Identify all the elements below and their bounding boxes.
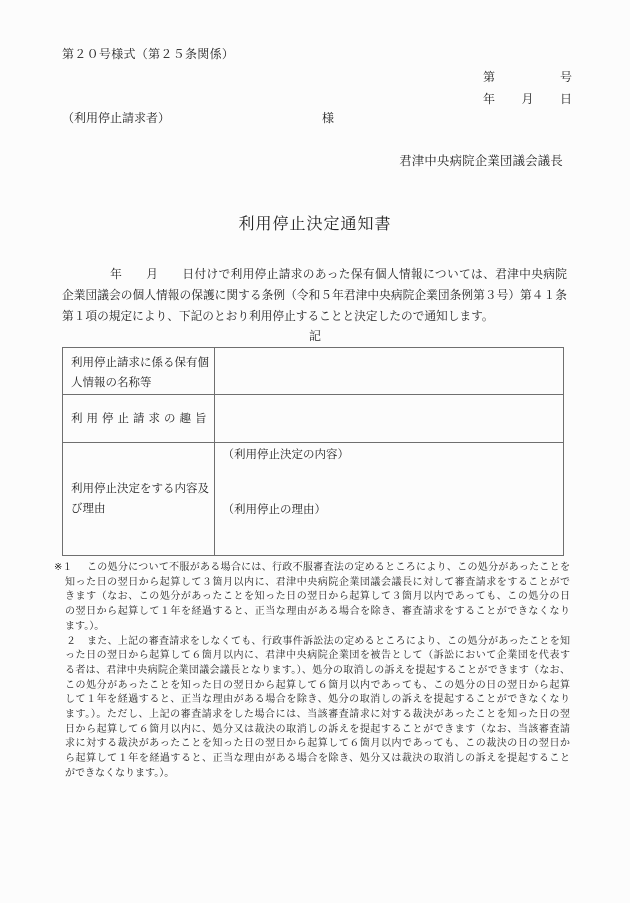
date-line [483,90,572,107]
body-paragraph: 年 月 日付けで利用停止請求のあった保有個人情報については、君津中央病院 企業団議会の個人情報の保護に関する条例（令和５年君津中央病院企業団条例第３号）第４１条 第１項の規定により、下記のとおり利用停止することと決定したので通知します。 [62,268,567,323]
table-row-decision [63,443,564,556]
note-1 [54,561,570,635]
decision-label: 利用停止決定をする内容及び理由 [63,443,215,556]
note-2-marker: ２ [66,635,76,647]
table-row-request-purport [63,395,564,443]
date-month-label: 月 [521,92,534,106]
notes-section [54,561,570,782]
document-title: 利用停止決定通知書 [238,216,392,233]
held-info-label: 利用停止請求に係る保有個人情報の名称等 [63,348,215,395]
note-1-marker: ※１ [54,562,73,573]
record-marker: 記 [308,329,321,343]
sender-title: 君津中央病院企業団議会議長 [399,154,563,168]
decision-value-cell: （利用停止決定の内容） （利用停止の理由） [214,443,563,556]
note-1-text: この処分について不服がある場合には、行政不服審査法の定めるところにより、この処分があったことを 知った日の翌日から起算して３箇月以内に、君津中央病院企業団議会議長に対して審査請求をすることがで きます（なお、この処分があったことを知った日の翌日から起算して３箇月以内であっても、この処分の日 の翌日から起算して１年を経過すると、正当な理由がある場合を除き、審査請求をすることができなくなり ます。）。 [65,562,570,632]
applicant-label: （利用停止請求者） [62,111,171,125]
request-purport-value-cell [214,395,563,443]
document-number-suffix: 号 [559,70,572,84]
honorific-label: 様 [322,111,335,125]
addressee-line [62,109,567,126]
date-year-label: 年 [483,92,496,106]
form-number: 第２０号様式（第２５条関係） [62,47,235,61]
table-row-held-info [63,348,564,395]
request-purport-label-text: 利用停止請求の趣旨 [71,412,211,425]
request-purport-label [63,395,215,443]
notice-table [62,347,564,556]
note-2-text: また、上記の審査請求をしなくても、行政事件訴訟法の定めるところにより、この処分があったことを知 った日の翌日から起算して６箇月以内に、君津中央病院企業団を被告として（訴訟において企業団を代表す る者は、君津中央病院企業団議会議長となります。）、処分の取消しの訴えを提起することができます（なお、 この処分があったことを知った日の翌日から起算して６箇月以内であっても、この処分の日の翌日から起算 して１年を経過すると、正当な理由がある場合を除き、処分の取消しの訴えを提起することができなくなり ます。）。ただし、上記の審査請求をした場合には、当該審査請求に対する裁決があったことを知った日の翌 日から起算して６箇月以内に、処分又は裁決の取消しの訴えを提起することができます（なお、当該審査請 求に対する裁決があったことを知った日の翌日から起算して６箇月以内であっても、この裁決の日の翌日か ら起算して１年を経過すると、正当な理由がある場合を除き、処分又は裁決の取消しの訴えを提起すること ができなくなります。）。 [65,635,570,779]
date-day-label: 日 [559,92,572,106]
document-number-line [483,68,572,85]
held-info-value-cell [214,348,563,395]
document-number-prefix: 第 [483,70,496,84]
note-2 [65,635,570,782]
